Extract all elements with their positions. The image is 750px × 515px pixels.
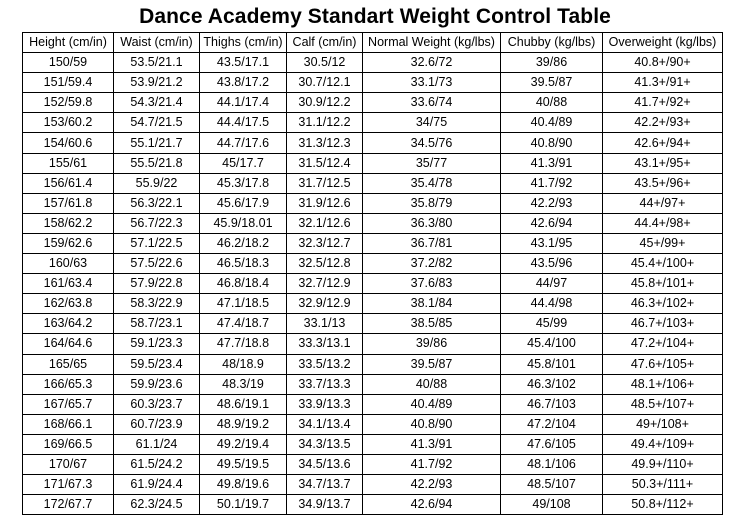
cell-height: 156/61.4: [23, 173, 114, 193]
cell-chubby: 39.5/87: [501, 73, 603, 93]
cell-thighs: 46.8/18.4: [200, 274, 287, 294]
cell-chubby: 42.2/93: [501, 193, 603, 213]
cell-overweight: 50.3+/111+: [603, 475, 723, 495]
cell-height: 164/64.6: [23, 334, 114, 354]
cell-overweight: 44.4+/98+: [603, 213, 723, 233]
cell-chubby: 46.3/102: [501, 374, 603, 394]
cell-chubby: 45/99: [501, 314, 603, 334]
cell-height: 160/63: [23, 254, 114, 274]
table-row: [23, 193, 723, 213]
cell-normal-weight: 34/75: [363, 113, 501, 133]
cell-chubby: 40.8/90: [501, 133, 603, 153]
cell-overweight: 45+/99+: [603, 233, 723, 253]
cell-normal-weight: 36.3/80: [363, 213, 501, 233]
column-header-waist: Waist (cm/in): [114, 33, 200, 53]
cell-normal-weight: 35.8/79: [363, 193, 501, 213]
cell-calf: 31.5/12.4: [287, 153, 363, 173]
cell-normal-weight: 34.5/76: [363, 133, 501, 153]
cell-thighs: 45.6/17.9: [200, 193, 287, 213]
cell-height: 161/63.4: [23, 274, 114, 294]
cell-thighs: 44.4/17.5: [200, 113, 287, 133]
cell-chubby: 45.4/100: [501, 334, 603, 354]
cell-chubby: 44.4/98: [501, 294, 603, 314]
table-row: [23, 334, 723, 354]
cell-thighs: 49.8/19.6: [200, 475, 287, 495]
cell-thighs: 50.1/19.7: [200, 495, 287, 515]
cell-waist: 61.1/24: [114, 434, 200, 454]
cell-thighs: 47.1/18.5: [200, 294, 287, 314]
cell-normal-weight: 38.1/84: [363, 294, 501, 314]
table-row: [23, 454, 723, 474]
cell-normal-weight: 33.1/73: [363, 73, 501, 93]
cell-chubby: 47.2/104: [501, 414, 603, 434]
cell-normal-weight: 35.4/78: [363, 173, 501, 193]
table-row: [23, 254, 723, 274]
cell-normal-weight: 42.2/93: [363, 475, 501, 495]
cell-calf: 32.1/12.6: [287, 213, 363, 233]
cell-normal-weight: 40/88: [363, 374, 501, 394]
cell-height: 153/60.2: [23, 113, 114, 133]
cell-height: 170/67: [23, 454, 114, 474]
cell-height: 151/59.4: [23, 73, 114, 93]
cell-overweight: 47.2+/104+: [603, 334, 723, 354]
cell-chubby: 44/97: [501, 274, 603, 294]
table-row: [23, 133, 723, 153]
cell-thighs: 46.2/18.2: [200, 233, 287, 253]
column-header-overweight: Overweight (kg/lbs): [603, 33, 723, 53]
table-row: [23, 73, 723, 93]
cell-chubby: 41.3/91: [501, 153, 603, 173]
cell-waist: 55.9/22: [114, 173, 200, 193]
cell-overweight: 43.5+/96+: [603, 173, 723, 193]
cell-thighs: 49.5/19.5: [200, 454, 287, 474]
cell-calf: 30.5/12: [287, 53, 363, 73]
table-row: [23, 153, 723, 173]
cell-thighs: 48/18.9: [200, 354, 287, 374]
cell-waist: 59.1/23.3: [114, 334, 200, 354]
cell-normal-weight: 39/86: [363, 334, 501, 354]
cell-normal-weight: 36.7/81: [363, 233, 501, 253]
cell-normal-weight: 40.8/90: [363, 414, 501, 434]
cell-thighs: 49.2/19.4: [200, 434, 287, 454]
cell-height: 154/60.6: [23, 133, 114, 153]
cell-calf: 34.1/13.4: [287, 414, 363, 434]
table-body: [23, 53, 723, 515]
table-row: [23, 354, 723, 374]
cell-height: 155/61: [23, 153, 114, 173]
cell-overweight: 42.2+/93+: [603, 113, 723, 133]
cell-waist: 59.5/23.4: [114, 354, 200, 374]
cell-thighs: 48.3/19: [200, 374, 287, 394]
cell-thighs: 44.1/17.4: [200, 93, 287, 113]
cell-overweight: 49+/108+: [603, 414, 723, 434]
cell-normal-weight: 37.6/83: [363, 274, 501, 294]
cell-normal-weight: 32.6/72: [363, 53, 501, 73]
cell-height: 157/61.8: [23, 193, 114, 213]
cell-chubby: 40.4/89: [501, 113, 603, 133]
cell-chubby: 47.6/105: [501, 434, 603, 454]
cell-normal-weight: 41.3/91: [363, 434, 501, 454]
cell-calf: 32.7/12.9: [287, 274, 363, 294]
cell-chubby: 40/88: [501, 93, 603, 113]
cell-calf: 30.9/12.2: [287, 93, 363, 113]
cell-calf: 31.3/12.3: [287, 133, 363, 153]
cell-waist: 55.5/21.8: [114, 153, 200, 173]
table-row: [23, 173, 723, 193]
cell-thighs: 48.9/19.2: [200, 414, 287, 434]
cell-height: 168/66.1: [23, 414, 114, 434]
cell-height: 169/66.5: [23, 434, 114, 454]
cell-overweight: 49.9+/110+: [603, 454, 723, 474]
cell-height: 159/62.6: [23, 233, 114, 253]
cell-calf: 32.9/12.9: [287, 294, 363, 314]
cell-thighs: 48.6/19.1: [200, 394, 287, 414]
cell-thighs: 46.5/18.3: [200, 254, 287, 274]
cell-thighs: 45.3/17.8: [200, 173, 287, 193]
column-header-thighs: Thighs (cm/in): [200, 33, 287, 53]
cell-height: 152/59.8: [23, 93, 114, 113]
cell-chubby: 39/86: [501, 53, 603, 73]
cell-calf: 31.7/12.5: [287, 173, 363, 193]
cell-overweight: 49.4+/109+: [603, 434, 723, 454]
table-row: [23, 434, 723, 454]
cell-waist: 62.3/24.5: [114, 495, 200, 515]
cell-overweight: 47.6+/105+: [603, 354, 723, 374]
table-row: [23, 53, 723, 73]
cell-normal-weight: 41.7/92: [363, 454, 501, 474]
cell-overweight: 45.4+/100+: [603, 254, 723, 274]
cell-overweight: 50.8+/112+: [603, 495, 723, 515]
cell-waist: 61.5/24.2: [114, 454, 200, 474]
cell-waist: 53.9/21.2: [114, 73, 200, 93]
cell-calf: 33.3/13.1: [287, 334, 363, 354]
cell-height: 167/65.7: [23, 394, 114, 414]
cell-thighs: 43.5/17.1: [200, 53, 287, 73]
cell-calf: 33.7/13.3: [287, 374, 363, 394]
cell-overweight: 43.1+/95+: [603, 153, 723, 173]
table-row: [23, 113, 723, 133]
cell-waist: 57.5/22.6: [114, 254, 200, 274]
cell-waist: 56.7/22.3: [114, 213, 200, 233]
cell-normal-weight: 42.6/94: [363, 495, 501, 515]
cell-calf: 30.7/12.1: [287, 73, 363, 93]
cell-thighs: 45.9/18.01: [200, 213, 287, 233]
cell-height: 163/64.2: [23, 314, 114, 334]
cell-calf: 32.3/12.7: [287, 233, 363, 253]
cell-waist: 61.9/24.4: [114, 475, 200, 495]
weight-control-table: [22, 32, 723, 515]
cell-thighs: 45/17.7: [200, 153, 287, 173]
cell-waist: 54.7/21.5: [114, 113, 200, 133]
cell-calf: 31.9/12.6: [287, 193, 363, 213]
cell-calf: 33.1/13: [287, 314, 363, 334]
column-header-chubby: Chubby (kg/lbs): [501, 33, 603, 53]
cell-normal-weight: 39.5/87: [363, 354, 501, 374]
cell-waist: 57.9/22.8: [114, 274, 200, 294]
cell-thighs: 47.7/18.8: [200, 334, 287, 354]
cell-thighs: 47.4/18.7: [200, 314, 287, 334]
cell-overweight: 41.7+/92+: [603, 93, 723, 113]
cell-chubby: 46.7/103: [501, 394, 603, 414]
cell-chubby: 48.5/107: [501, 475, 603, 495]
cell-thighs: 43.8/17.2: [200, 73, 287, 93]
table-row: [23, 374, 723, 394]
cell-chubby: 41.7/92: [501, 173, 603, 193]
cell-chubby: 43.1/95: [501, 233, 603, 253]
table-row: [23, 233, 723, 253]
cell-overweight: 45.8+/101+: [603, 274, 723, 294]
cell-calf: 32.5/12.8: [287, 254, 363, 274]
cell-height: 166/65.3: [23, 374, 114, 394]
cell-height: 165/65: [23, 354, 114, 374]
table-row: [23, 93, 723, 113]
cell-calf: 34.9/13.7: [287, 495, 363, 515]
column-header-height: Height (cm/in): [23, 33, 114, 53]
cell-waist: 60.3/23.7: [114, 394, 200, 414]
cell-overweight: 44+/97+: [603, 193, 723, 213]
cell-overweight: 40.8+/90+: [603, 53, 723, 73]
table-row: [23, 475, 723, 495]
cell-waist: 59.9/23.6: [114, 374, 200, 394]
column-header-calf: Calf (cm/in): [287, 33, 363, 53]
cell-overweight: 42.6+/94+: [603, 133, 723, 153]
table-row: [23, 213, 723, 233]
cell-overweight: 41.3+/91+: [603, 73, 723, 93]
page-title: Dance Academy Standart Weight Control Table: [139, 5, 611, 28]
cell-waist: 56.3/22.1: [114, 193, 200, 213]
table-row: [23, 495, 723, 515]
cell-overweight: 48.1+/106+: [603, 374, 723, 394]
cell-height: 162/63.8: [23, 294, 114, 314]
cell-calf: 34.3/13.5: [287, 434, 363, 454]
cell-normal-weight: 33.6/74: [363, 93, 501, 113]
cell-height: 171/67.3: [23, 475, 114, 495]
cell-waist: 57.1/22.5: [114, 233, 200, 253]
cell-chubby: 49/108: [501, 495, 603, 515]
cell-calf: 31.1/12.2: [287, 113, 363, 133]
header-row: [23, 33, 723, 53]
cell-chubby: 48.1/106: [501, 454, 603, 474]
table-row: [23, 314, 723, 334]
cell-thighs: 44.7/17.6: [200, 133, 287, 153]
cell-chubby: 42.6/94: [501, 213, 603, 233]
cell-calf: 34.5/13.6: [287, 454, 363, 474]
cell-calf: 33.9/13.3: [287, 394, 363, 414]
cell-normal-weight: 40.4/89: [363, 394, 501, 414]
cell-waist: 53.5/21.1: [114, 53, 200, 73]
cell-normal-weight: 38.5/85: [363, 314, 501, 334]
table-row: [23, 294, 723, 314]
cell-chubby: 43.5/96: [501, 254, 603, 274]
cell-overweight: 46.7+/103+: [603, 314, 723, 334]
cell-height: 158/62.2: [23, 213, 114, 233]
cell-normal-weight: 35/77: [363, 153, 501, 173]
cell-chubby: 45.8/101: [501, 354, 603, 374]
table-row: [23, 394, 723, 414]
cell-calf: 33.5/13.2: [287, 354, 363, 374]
column-header-normal-weight: Normal Weight (kg/lbs): [363, 33, 501, 53]
cell-overweight: 46.3+/102+: [603, 294, 723, 314]
table-row: [23, 414, 723, 434]
cell-waist: 58.7/23.1: [114, 314, 200, 334]
cell-overweight: 48.5+/107+: [603, 394, 723, 414]
cell-normal-weight: 37.2/82: [363, 254, 501, 274]
cell-waist: 55.1/21.7: [114, 133, 200, 153]
cell-calf: 34.7/13.7: [287, 475, 363, 495]
cell-waist: 60.7/23.9: [114, 414, 200, 434]
cell-waist: 58.3/22.9: [114, 294, 200, 314]
cell-waist: 54.3/21.4: [114, 93, 200, 113]
table-row: [23, 274, 723, 294]
cell-height: 172/67.7: [23, 495, 114, 515]
cell-height: 150/59: [23, 53, 114, 73]
